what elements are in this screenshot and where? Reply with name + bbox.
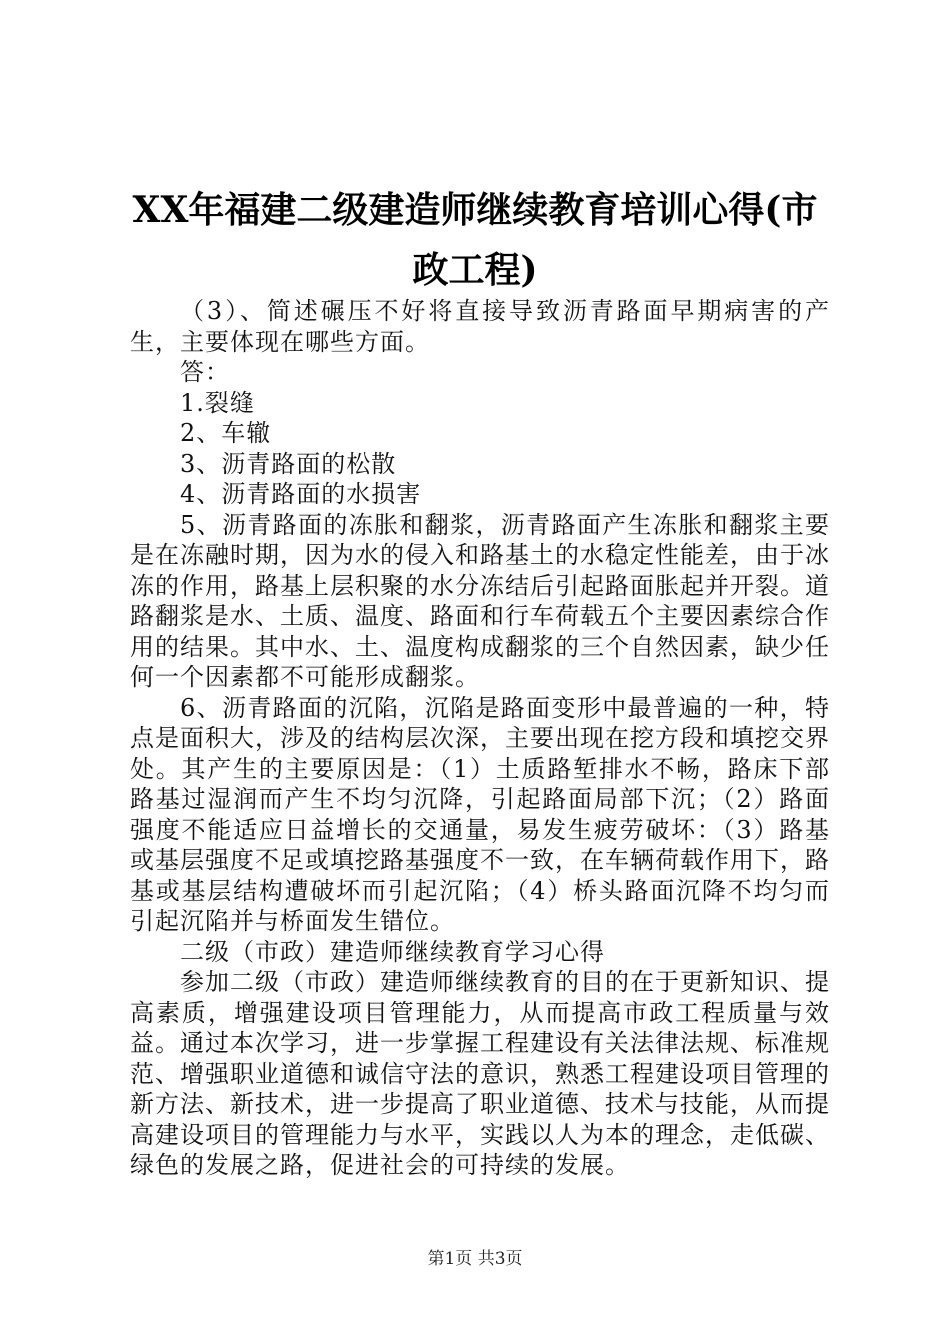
list-item-cracks: 1.裂缝 [180, 388, 255, 417]
summary-paragraph: 参加二级（市政）建造师继续教育的目的在于更新知识、提高素质，增强建设项目管理能力，从而提高市政工程质量与效益。通过本次学习，进一步掌握工程建设有关法律法规、标准规范、增强职业道德和诚信守法的意识，熟悉工程建设项目管理的新方法、新技术，进一步提高了职业道德、技术与技能，从而提高建设项目的管理能力与水平，实践以人为本的理念，走低碳、绿色的发展之路，促进社会的可持续的发展。 [130, 968, 830, 1179]
list-item-frost-heave: 5、沥青路面的冻胀和翻浆，沥青路面产生冻胀和翻浆主要是在冻融时期，因为水的侵入和路基土的水稳定性能差，由于冰冻的作用，路基上层积聚的水分冻结后引起路面胀起并开裂。道路翻浆是水、土质、温度、路面和行车荷载五个主要因素综合作用的结果。其中水、土、温度构成翻浆的三个自然因素，缺少任何一个因素都不可能形成翻浆。 [130, 510, 830, 691]
list-item-loosening: 3、沥青路面的松散 [180, 449, 397, 478]
list-item-water-damage: 4、沥青路面的水损害 [180, 480, 422, 508]
list-item-subsidence: 6、沥青路面的沉陷，沉陷是路面变形中最普遍的一种，特点是面积大，涉及的结构层次深，主要出现在挖方段和填挖交界处。其产生的主要原因是：（1）土质路堑排水不畅，路床下部路基过湿润而产生不均匀沉降，引起路面局部下沉；（2）路面强度不能适应日益增长的交通量，易发生疲劳破坏：（3）路基或基层强度不足或填挖路基强度不一致，在车辆荷载作用下，路基或基层结构遭破坏而引起沉陷；（4）桥头路面沉降不均匀而引起沉陷并与桥面发生错位。 [130, 693, 830, 935]
page-footer: 第1页 共3页 [427, 1249, 523, 1269]
document-body [130, 296, 830, 1181]
document-title: XX年福建二级建造师继续教育培训心得(市政工程) [132, 189, 818, 291]
section-heading: 二级（市政）建造师继续教育学习心得 [180, 937, 605, 966]
list-item-rutting: 2、车辙 [180, 419, 272, 447]
question-paragraph: （3）、简述碾压不好将直接导致沥青路面早期病害的产生，主要体现在哪些方面。 [130, 297, 830, 356]
answer-label: 答： [180, 358, 230, 386]
